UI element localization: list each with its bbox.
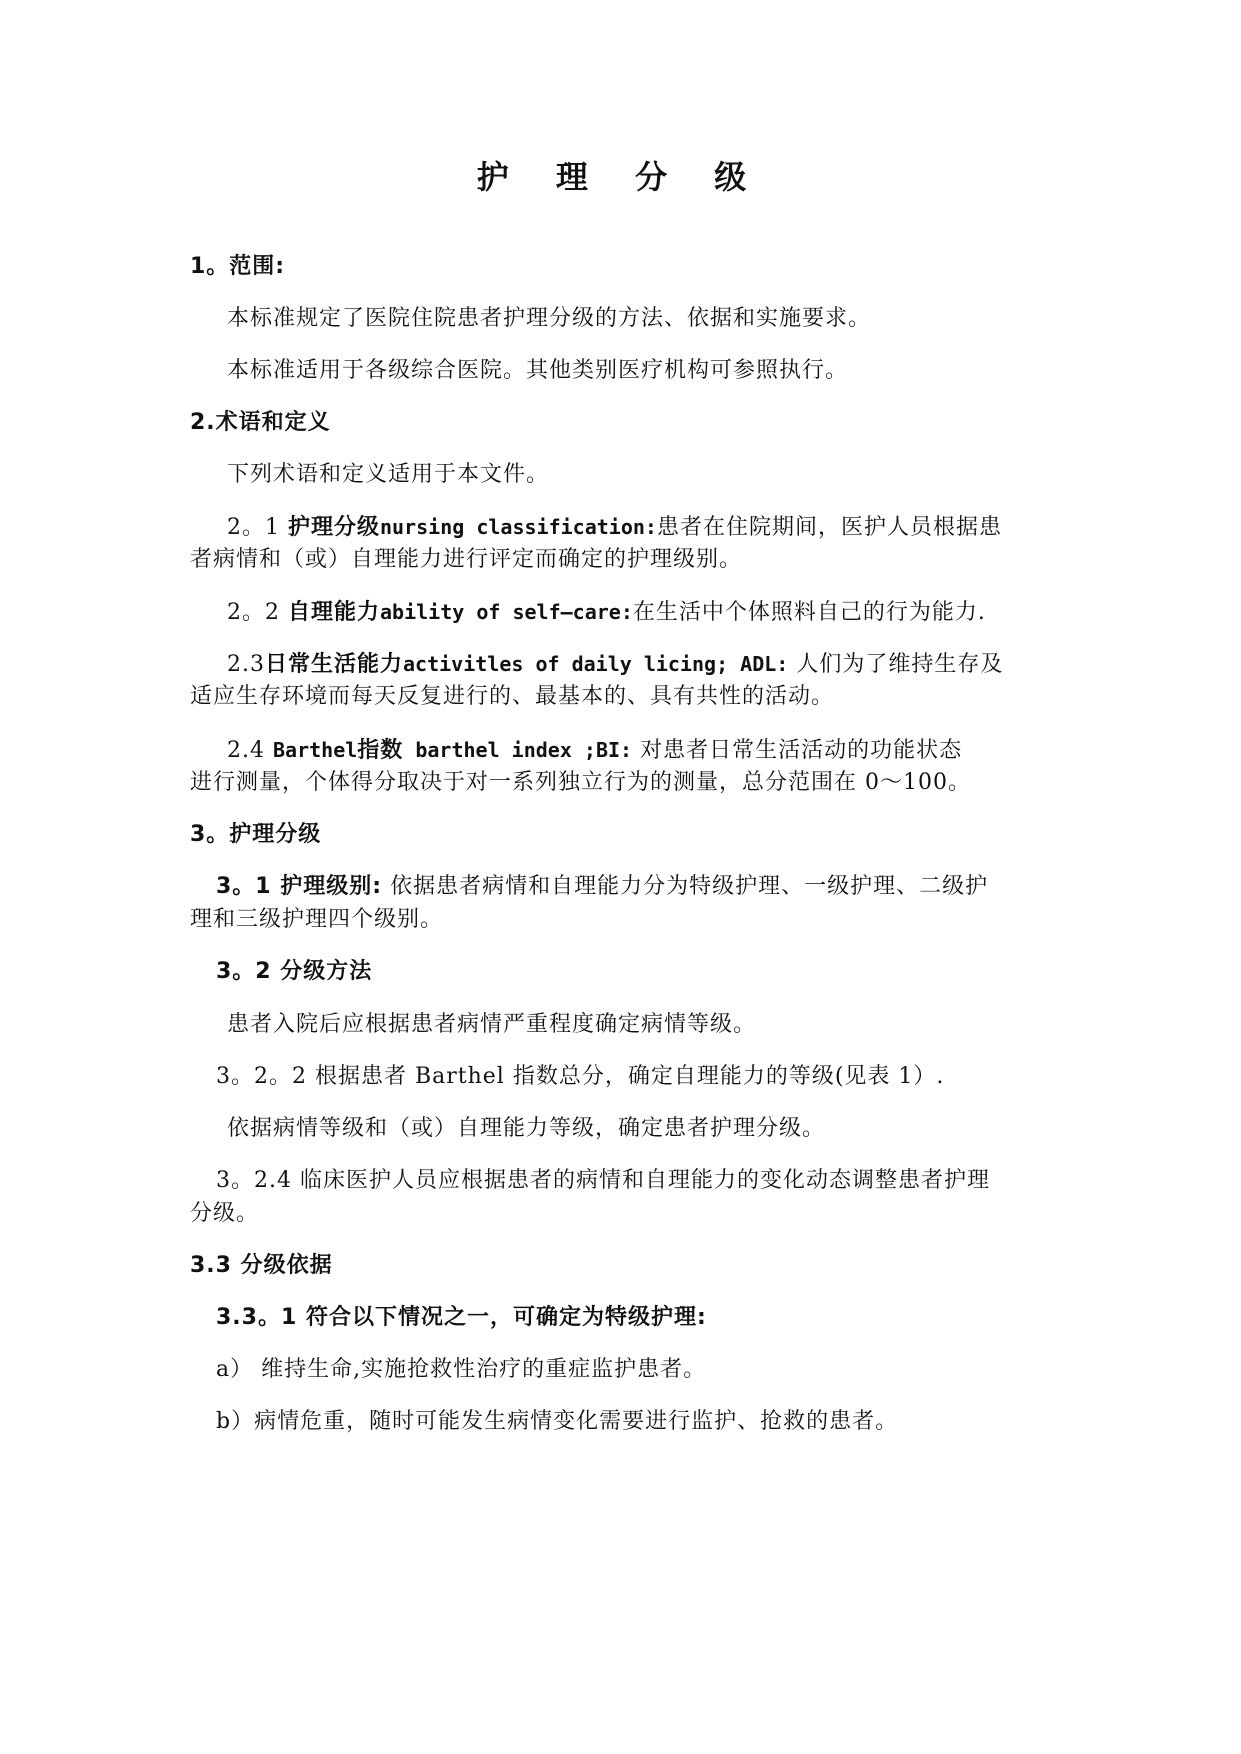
definition-2-4-term-barthel: Barthel [272,738,358,762]
section-3-2-4-line-2: 分级。 [190,1201,260,1226]
definition-2-3-term-en: activitles of daily licing; ADL: [403,652,789,676]
definition-2-3-number: 2.3 [227,652,265,677]
section-2-intro: 下列术语和定义适用于本文件。 [227,462,550,487]
definition-2-3-line-1 [227,649,1003,680]
section-3-2-paragraph-3: 依据病情等级和（或）自理能力等级，确定患者护理分级。 [227,1116,826,1141]
definition-2-1-text-1: 患者在住院期间，医护人员根据患 [656,515,1002,540]
definition-2-3-line-2: 适应生存环境而每天反复进行的、最基本的、具有共性的活动。 [190,684,835,709]
section-3-2-paragraph-1: 患者入院后应根据患者病情严重程度确定病情等级。 [227,1012,757,1037]
section-3-1-text-1: 依据患者病情和自理能力分为特级护理、一级护理、二级护 [382,874,989,899]
definition-2-1-line-2: 者病情和（或）自理能力进行评定而确定的护理级别。 [190,547,743,572]
section-3-2-4-line-1: 3。2.4 临床医护人员应根据患者的病情和自理能力的变化动态调整患者护理 [216,1168,990,1193]
section-1-paragraph-1: 本标准规定了医院住院患者护理分级的方法、依据和实施要求。 [227,306,872,331]
section-1-heading: 1。范围: [190,254,286,279]
definition-2-2-line [227,597,986,628]
section-3-1-label: 3。1 护理级别: [216,874,383,899]
section-3-3-1-heading: 3.3。1 符合以下情况之一，可确定为特级护理: [216,1305,707,1330]
definition-2-1-term-en: nursing classification: [380,515,657,539]
section-2-heading: 2.术语和定义 [190,410,331,435]
section-3-2-heading: 3。2 分级方法 [216,959,373,984]
definition-2-4-number: 2.4 [227,738,273,763]
definition-2-2-text: 在生活中个体照料自己的行为能力. [632,600,986,625]
definition-2-1-number: 2。1 [227,515,288,540]
definition-2-4-text-1: 对患者日常生活活动的功能状态 [632,738,963,763]
section-1-paragraph-2: 本标准适用于各级综合医院。其他类别医疗机构可参照执行。 [227,358,849,383]
definition-2-1-term-cn: 护理分级 [288,515,381,540]
section-3-3-heading: 3.3 分级依据 [190,1253,333,1278]
section-3-1-line-1 [216,872,988,902]
section-3-2-2-paragraph: 3。2。2 根据患者 Barthel 指数总分，确定自理能力的等级(见表 1）. [216,1064,945,1089]
definition-2-4-term-en: barthel index ;BI: [403,738,633,762]
definition-2-2-term-en: ability of self—care: [380,600,633,624]
list-item-b: b）病情危重，随时可能发生病情变化需要进行监护、抢救的患者。 [216,1409,899,1434]
definition-2-2-number: 2。2 [227,600,288,625]
definition-2-3-term-cn: 日常生活能力 [265,652,404,677]
definition-2-1-line-1 [227,512,1002,543]
definition-2-4-line-1 [227,735,962,766]
section-3-1-line-2: 理和三级护理四个级别。 [190,907,444,932]
list-item-a: a） 维持生命,实施抢救性治疗的重症监护患者。 [216,1357,707,1382]
definition-2-2-term-cn: 自理能力 [288,600,381,625]
definition-2-4-term-cn: 指数 [357,738,404,763]
document-title: 护 理 分 级 [476,158,765,196]
definition-2-4-line-2: 进行测量，个体得分取决于对一系列独立行为的测量，总分范围在 0～100。 [190,770,971,795]
definition-2-3-text-1: 人们为了维持生存及 [788,652,1004,677]
section-3-heading: 3。护理分级 [190,822,322,847]
